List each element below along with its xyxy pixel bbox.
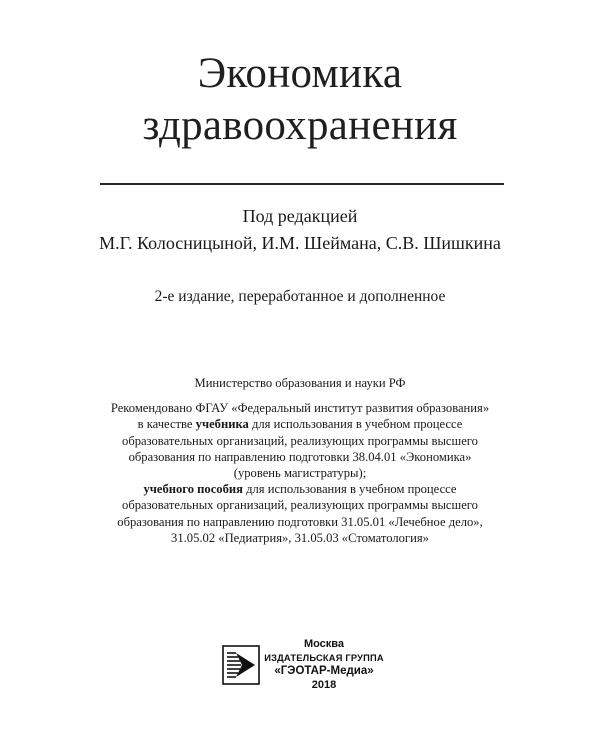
approval-block [0,375,600,546]
title-line-1: Экономика [197,50,403,97]
approval-line: 31.05.02 «Педиатрия», 31.05.03 «Стоматология» [171,530,429,545]
editors-block [0,203,600,257]
title-line-2: здравоохранения [142,102,458,149]
approval-line: в качестве учебника для использования в учебном процессе [137,417,463,432]
ministry-line: Министерство образования и науки РФ [194,376,406,390]
title-divider [100,183,504,185]
publisher-logo-icon [222,645,260,685]
approval-line: образовательных организаций, реализующих программы высшего [122,498,478,513]
publisher-block [222,638,382,702]
approval-line: образования по направлению подготовки 38.04.01 «Экономика» [128,449,472,464]
approval-emphasis: учебного пособия [143,482,243,497]
approval-line: (уровень магистратуры); [233,466,367,481]
publisher-city: Москва [303,638,345,650]
publisher-group: ИЗДАТЕЛЬСКАЯ ГРУППА [264,652,384,663]
publication-year: 2018 [311,678,337,691]
publisher-name: «ГЭОТАР-Медиа» [274,665,374,677]
publisher-text [264,638,384,692]
edition-info: 2-е издание, переработанное и дополненное [154,288,446,305]
approval-line: учебного пособия для использования в учебном процессе [143,482,457,497]
editors-names: М.Г. Колосницыной, И.М. Шеймана, С.В. Шишкина [99,233,501,253]
approval-line: образовательных организаций, реализующих программы высшего [122,433,478,448]
approval-emphasis: учебника [195,417,249,432]
approval-line: образования по направлению подготовки 31.05.01 «Лечебное дело», [117,514,483,529]
book-title [0,48,600,152]
editors-label: Под редакцией [242,206,358,226]
approval-line: Рекомендовано ФГАУ «Федеральный институт развития образования» [110,401,490,416]
